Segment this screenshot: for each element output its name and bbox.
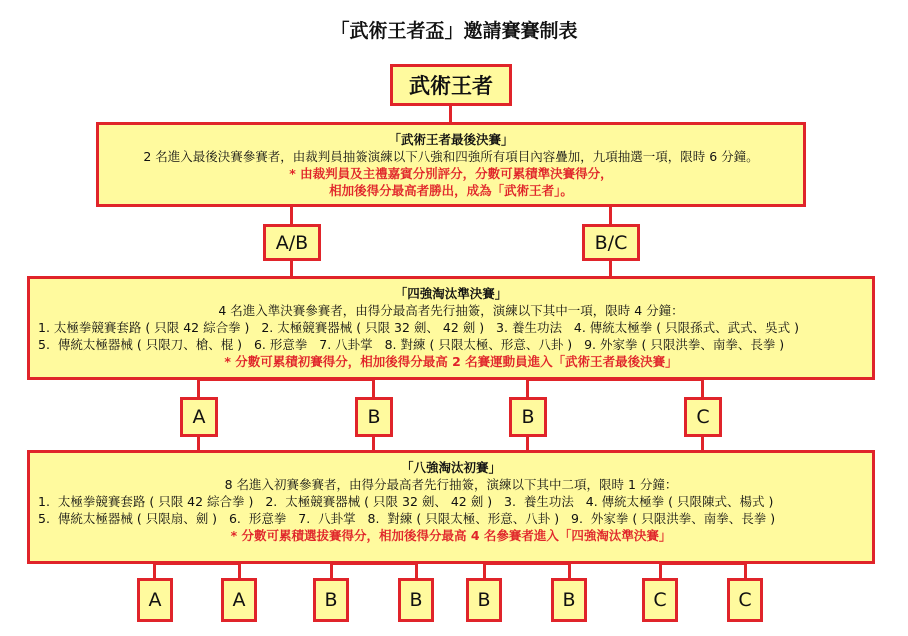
prelim-heading: 「八強淘汰初賽」 — [400, 460, 501, 475]
prelim-note: * 分數可累積選拔賽得分，相加後得分最高 4 名參賽者進入「四強淘汰準決賽」 — [230, 528, 672, 543]
semifinal-panel — [27, 276, 875, 380]
prelim-slot: B — [466, 578, 502, 622]
prelim-slot: B — [551, 578, 587, 622]
semifinal-slot: A — [180, 397, 218, 437]
final-slot-bc: B/C — [582, 224, 640, 261]
prelim-events-line-1: 1. 太極拳競賽套路 ( 只限 42 綜合拳 ) 2. 太極競賽器械 ( 只限 32 劍、 42 劍 ) 3. 養生功法 4. 傳統太極拳 ( 只限陳式、楊式 ) — [38, 494, 774, 509]
semifinal-slot: B — [355, 397, 393, 437]
prelim-slot: B — [398, 578, 434, 622]
semifinal-description: 4 名進入準決賽參賽者，由得分最高者先行抽簽，演練以下其中一項，限時 4 分鐘： — [218, 303, 684, 318]
semifinal-heading: 「四強淘汰準決賽」 — [394, 286, 508, 301]
prelim-panel — [27, 450, 875, 564]
prelim-slot: B — [313, 578, 349, 622]
final-heading: 「武術王者最後決賽」 — [388, 132, 514, 147]
prelim-slot: C — [727, 578, 763, 622]
final-note-1: * 由裁判員及主禮嘉賓分別評分，分數可累積準決賽得分， — [289, 166, 613, 181]
final-note-2: 相加後得分最高者勝出，成為「武術王者」。 — [329, 183, 573, 198]
semifinal-slot: B — [509, 397, 547, 437]
semifinal-note: * 分數可累積初賽得分，相加後得分最高 2 名賽運動員進入「武術王者最後決賽」 — [224, 354, 678, 369]
final-description: 2 名進入最後決賽參賽者，由裁判員抽簽演練以下八強和四強所有項目內容疊加，九項抽選一項，限時 6 分鐘。 — [143, 149, 759, 164]
semifinal-events-line-1: 1. 太極拳競賽套路 ( 只限 42 綜合拳 ) 2. 太極競賽器械 ( 只限 32 劍、 42 劍 ) 3. 養生功法 4. 傳統太極拳 ( 只限孫式、武式、吳式 ) — [38, 320, 799, 335]
page-title: 「武術王者盃」邀請賽賽制表 — [330, 20, 578, 42]
prelim-events-line-2: 5. 傳統太極器械 ( 只限扇、劍 ) 6. 形意拳 7. 八卦掌 8. 對練 ( 只限太極、形意、八卦 ) 9. 外家拳 ( 只限洪拳、南拳、長拳 ) — [38, 511, 776, 526]
final-panel — [96, 122, 806, 207]
prelim-slot: C — [642, 578, 678, 622]
prelim-slot: A — [137, 578, 173, 622]
prelim-slot: A — [221, 578, 257, 622]
semifinal-events-line-2: 5. 傳統太極器械 ( 只限刀、槍、棍 ) 6. 形意拳 7. 八卦掌 8. 對練 ( 只限太極、形意、八卦 ) 9. 外家拳 ( 只限洪拳、南拳、長拳 ) — [38, 337, 785, 352]
semifinal-slot: C — [684, 397, 722, 437]
champion-box: 武術王者 — [390, 64, 512, 106]
final-slot-ab: A/B — [263, 224, 321, 261]
prelim-description: 8 名進入初賽參賽者，由得分最高者先行抽簽，演練以下其中二項，限時 1 分鐘： — [224, 477, 678, 492]
